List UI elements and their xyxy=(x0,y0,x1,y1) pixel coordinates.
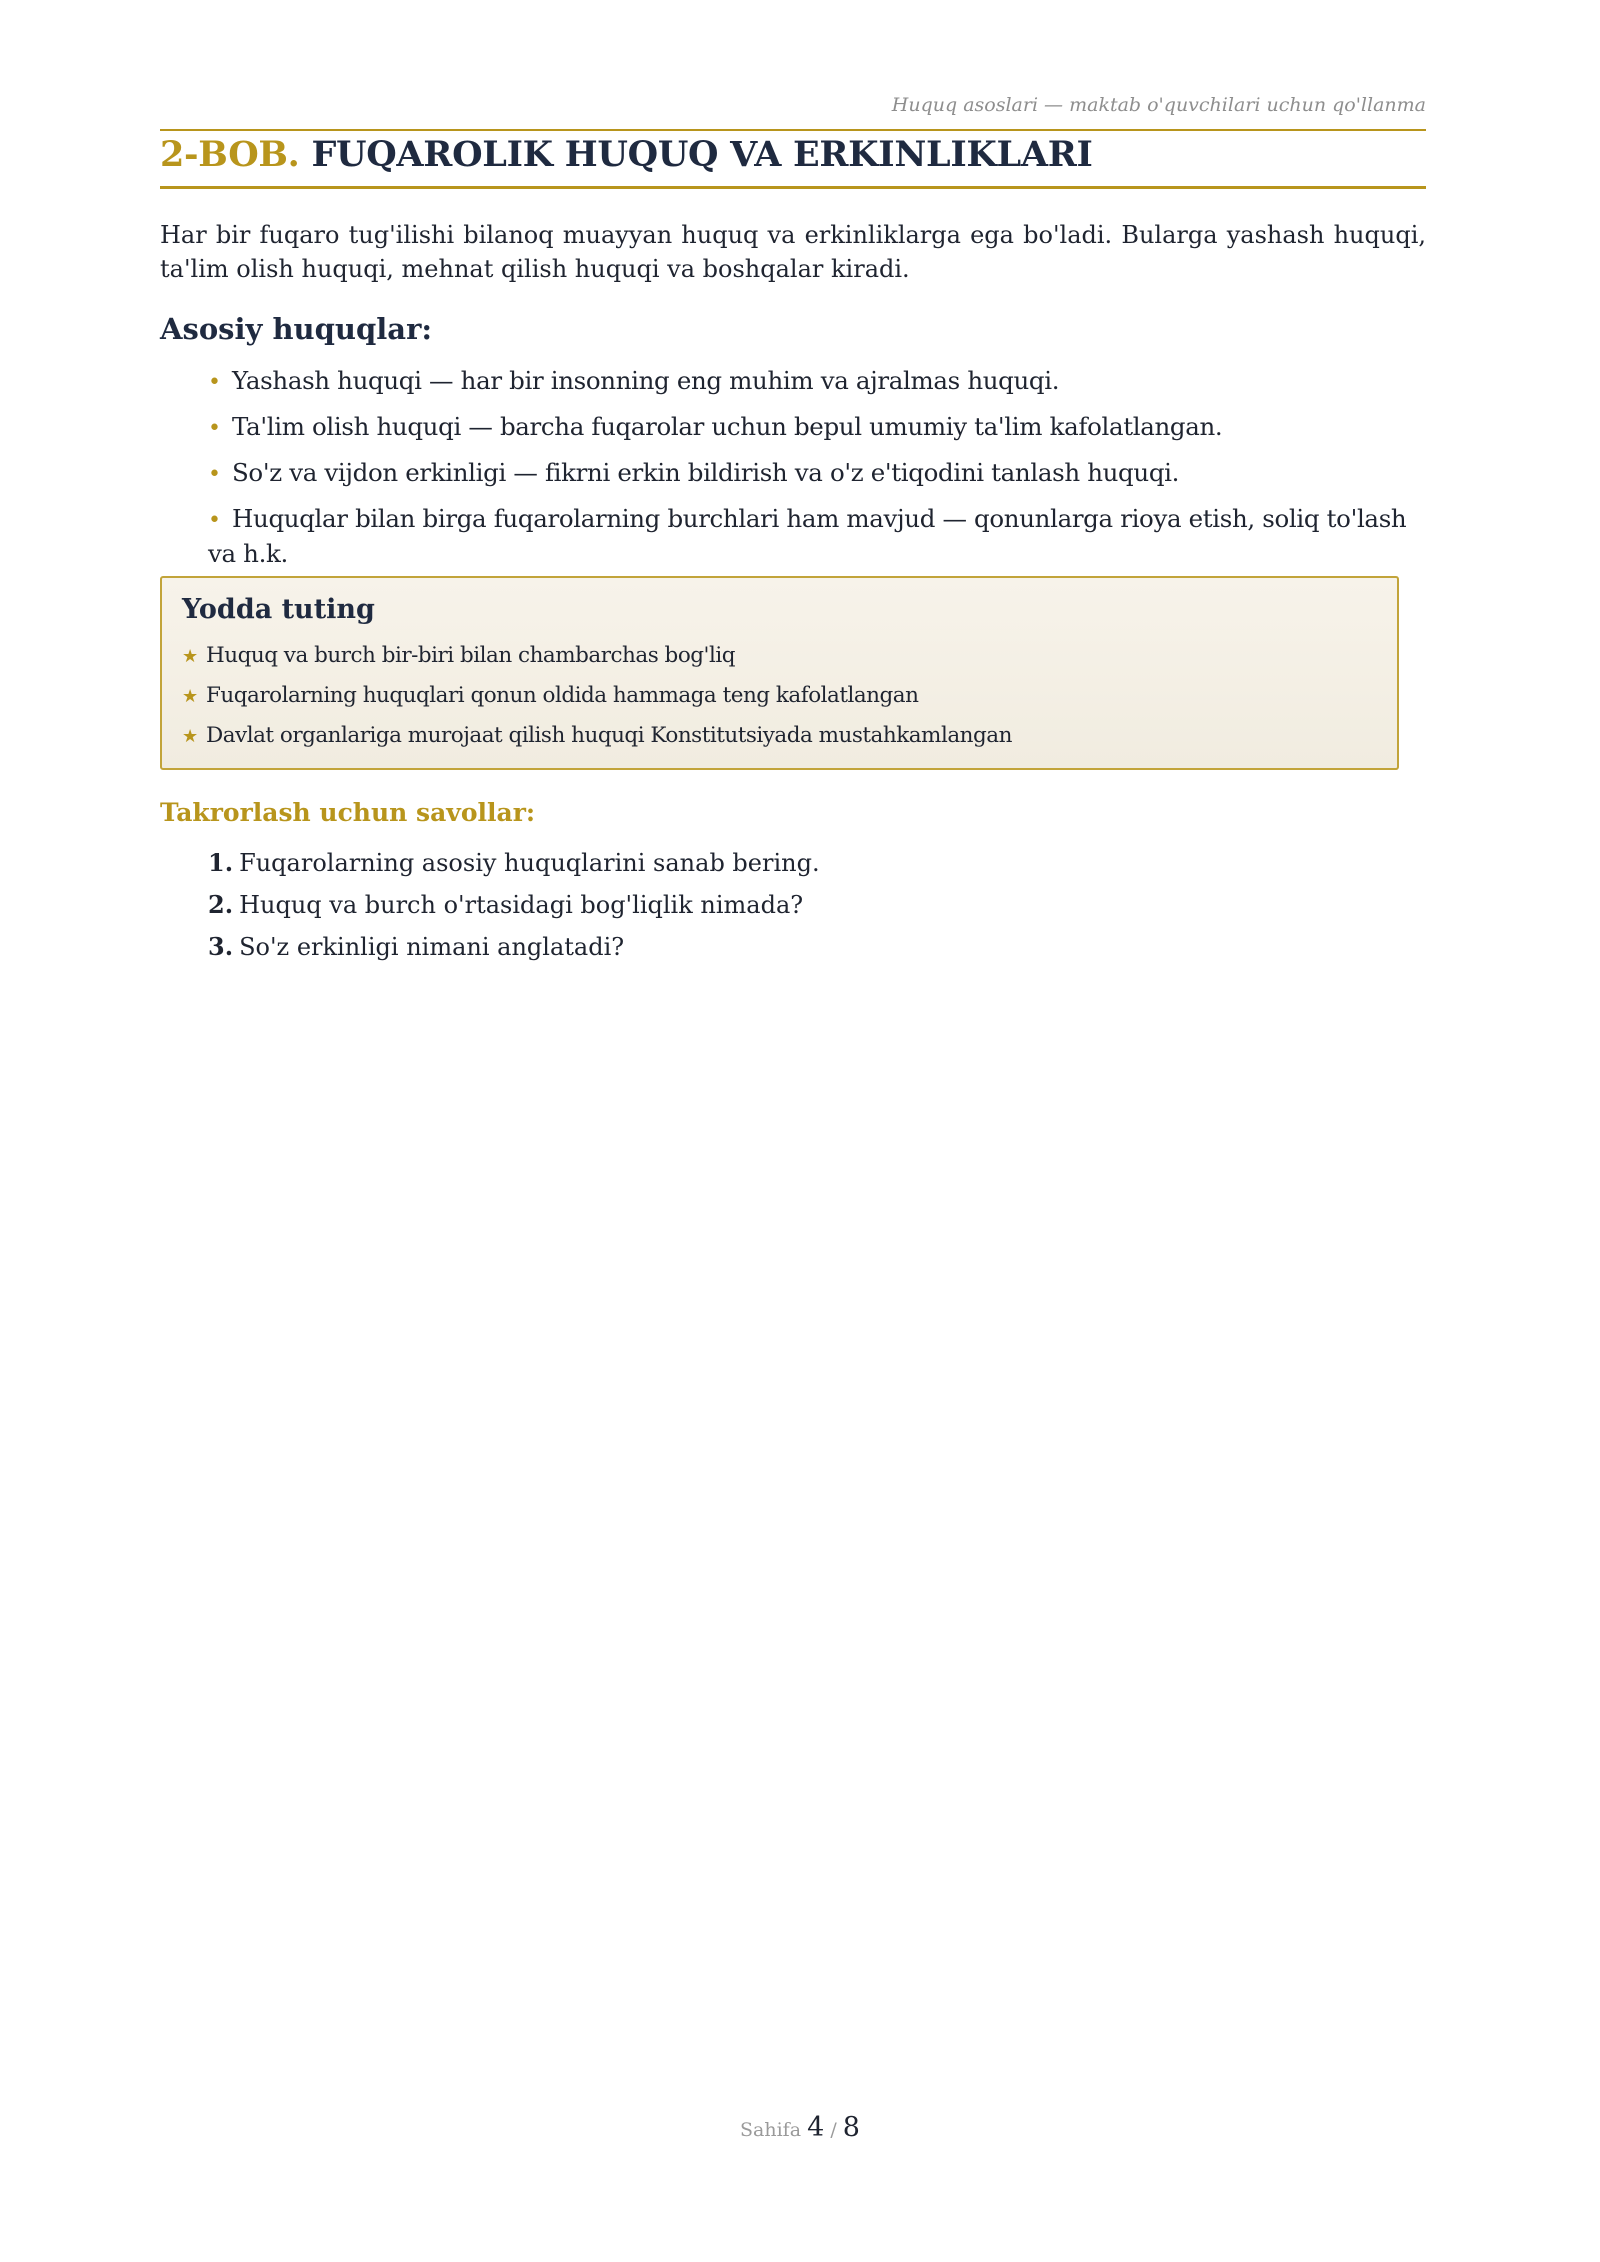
question-text: Fuqarolarning asosiy huquqlarini sanab bering. xyxy=(239,849,820,877)
list-item: ★ Davlat organlariga murojaat qilish huquqi Konstitutsiyada mustahkamlangan xyxy=(182,716,1372,756)
list-item xyxy=(208,926,1308,968)
list-item: ★ Fuqarolarning huquqlari qonun oldida hammaga teng kafolatlangan xyxy=(182,676,1372,716)
page-footer xyxy=(0,2112,1600,2143)
title-rule xyxy=(160,186,1426,189)
basic-rights-list xyxy=(208,364,1418,581)
list-item xyxy=(208,842,1308,884)
star-icon: ★ xyxy=(182,646,198,667)
review-questions-list xyxy=(208,842,1308,968)
dot-bullet-icon: • xyxy=(208,508,221,533)
question-text: Huquq va burch o'rtasidagi bog'liqlik nimada? xyxy=(239,891,804,919)
chapter-title xyxy=(160,130,1426,180)
chapter-number: 2-BOB. xyxy=(160,134,300,175)
dot-bullet-icon: • xyxy=(208,416,221,441)
page-separator: / xyxy=(830,2119,837,2141)
list-item: • Huquqlar bilan birga fuqarolarning burchlari ham mavjud — qonunlarga rioya etish, soliq to'lash va h.k. xyxy=(208,504,1407,568)
list-item: ★ Huquq va burch bir-biri bilan chambarchas bog'liq xyxy=(182,636,1372,676)
dot-bullet-icon: • xyxy=(208,462,221,487)
chapter-title-text: FUQAROLIK HUQUQ VA ERKINLIKLARI xyxy=(311,134,1093,175)
list-item xyxy=(208,884,1308,926)
question-number: 2. xyxy=(208,890,234,919)
review-questions-heading: Takrorlash uchun savollar: xyxy=(160,798,536,827)
total-pages-number: 8 xyxy=(842,2112,860,2143)
page-label: Sahifa xyxy=(740,2119,802,2141)
remember-list xyxy=(182,636,1372,756)
list-item: • Yashash huquqi — har bir insonning eng muhim va ajralmas huquqi. xyxy=(208,364,1418,399)
question-number: 3. xyxy=(208,932,234,961)
remember-callout-box xyxy=(160,576,1399,770)
running-header: Huquq asoslari — maktab o'quvchilari uchun qo'llanma xyxy=(891,94,1426,116)
question-text: So'z erkinligi nimani anglatadi? xyxy=(239,933,625,961)
basic-rights-heading: Asosiy huquqlar: xyxy=(160,312,433,346)
remember-title: Yodda tuting xyxy=(182,594,375,625)
list-item: • So'z va vijdon erkinligi — fikrni erkin bildirish va o'z e'tiqodini tanlash huquqi. xyxy=(208,456,1418,491)
intro-paragraph: Har bir fuqaro tug'ilishi bilanoq muayyan huquq va erkinliklarga ega bo'ladi. Bularga yashash huquqi, ta'lim olish huquqi, mehnat qilish huquqi va boshqalar kiradi. xyxy=(160,221,1426,283)
dot-bullet-icon: • xyxy=(208,370,221,395)
list-item: • Ta'lim olish huquqi — barcha fuqarolar uchun bepul umumiy ta'lim kafolatlangan. xyxy=(208,410,1418,445)
star-icon: ★ xyxy=(182,686,198,707)
current-page-number: 4 xyxy=(807,2112,825,2143)
question-number: 1. xyxy=(208,848,234,877)
star-icon: ★ xyxy=(182,726,198,747)
